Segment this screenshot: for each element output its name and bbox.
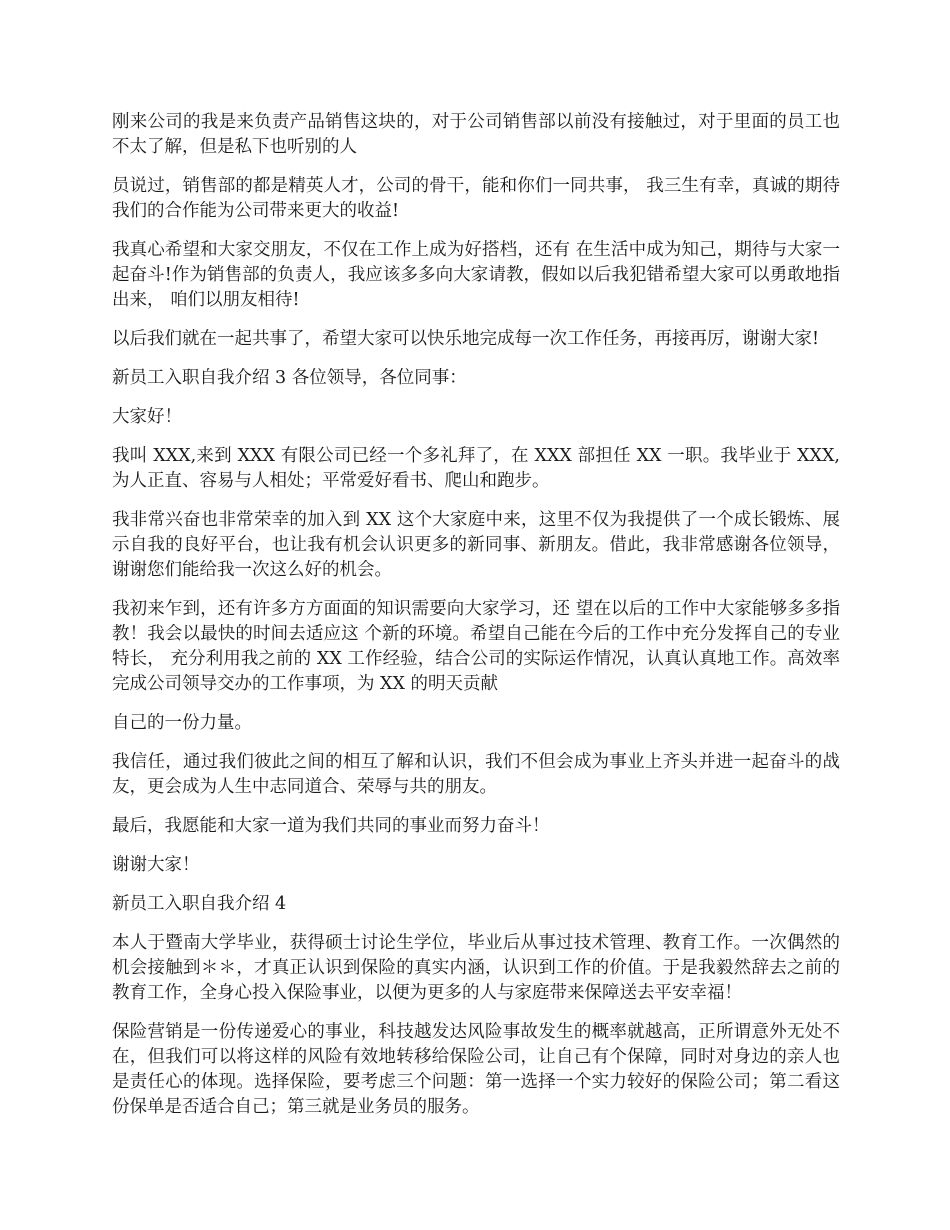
section-heading-intro-3: 新员工入职自我介绍 3 各位领导，各位同事： bbox=[112, 368, 467, 388]
paragraph-16: 保险营销是一份传递爱心的事业，科技越发达风险事故发生的概率就越高，正所谓意外无处不在，但我们可以将这样的风险有效地转移给保险公司，让自己有个保障，同时对身边的亲人也是责任心的体现。选择保险，要考虑三个问题：第一选择一个实力较好的保险公司；第二看这份保单是否适合自己；第三就是业务员的服务。 bbox=[112, 1022, 840, 1117]
paragraph-1: 刚来公司的我是来负责产品销售这块的，对于公司销售部以前没有接触过，对于里面的员工也不太了解，但是私下也听别的人 bbox=[112, 112, 840, 157]
thanks-line: 谢谢大家！ bbox=[112, 855, 200, 875]
paragraph-15: 本人于暨南大学毕业，获得硕士讨论生学位，毕业后从事过技术管理、教育工作。一次偶然的机会接触到＊＊，才真正认识到保险的真实内涵，认识到工作的价值。于是我毅然辞去之前的教育工作，全身心投入保险事业，以便为更多的人与家庭带来保障送去平安幸福！ bbox=[112, 933, 840, 1003]
paragraph-9: 我初来乍到，还有许多方方面面的知识需要向大家学习，还 望在以后的工作中大家能够多多指教！我会以最快的时间去适应这 个新的环境。希望自己能在今后的工作中充分发挥自己的专业特长， 充分利用我之前的 XX 工作经验，结合公司的实际运作情况，认真认真地工作。高效率完成公司领导交办的工作事项，为 XX 的明天贡献 bbox=[112, 599, 840, 694]
paragraph-12: 最后，我愿能和大家一道为我们共同的事业而努力奋斗！ bbox=[112, 816, 550, 836]
greeting: 大家好！ bbox=[112, 407, 182, 427]
document-body bbox=[112, 110, 840, 1134]
paragraph-4: 以后我们就在一起共事了，希望大家可以快乐地完成每一次工作任务，再接再厉，谢谢大家! bbox=[112, 329, 820, 349]
paragraph-10: 自己的一份力量。 bbox=[112, 713, 252, 733]
paragraph-7: 我叫 XXX,来到 XXX 有限公司已经一个多礼拜了，在 XXX 部担任 XX 一职。我毕业于 XXX,为人正直、容易与人相处；平常爱好看书、爬山和跑步。 bbox=[112, 446, 840, 491]
paragraph-2: 员说过，销售部的都是精英人才，公司的骨干，能和你们一同共事， 我三生有幸，真诚的期待我们的合作能为公司带来更大的收益! bbox=[112, 176, 840, 221]
section-heading-intro-4: 新员工入职自我介绍 4 bbox=[112, 894, 287, 914]
paragraph-8: 我非常兴奋也非常荣幸的加入到 XX 这个大家庭中来，这里不仅为我提供了一个成长锻炼、展示自我的良好平台，也让我有机会认识更多的新同事、新朋友。借此，我非常感谢各位领导，谢谢您们能给我一次这么好的机会。 bbox=[112, 510, 840, 580]
paragraph-11: 我信任，通过我们彼此之间的相互了解和认识，我们不但会成为事业上齐头并进一起奋斗的战友，更会成为人生中志同道合、荣辱与共的朋友。 bbox=[112, 752, 840, 797]
paragraph-3: 我真心希望和大家交朋友，不仅在工作上成为好搭档，还有 在生活中成为知己，期待与大家一起奋斗!作为销售部的负责人，我应该多多向大家请教，假如以后我犯错希望大家可以勇敢地指出来， 咱们以朋友相待! bbox=[112, 240, 840, 310]
